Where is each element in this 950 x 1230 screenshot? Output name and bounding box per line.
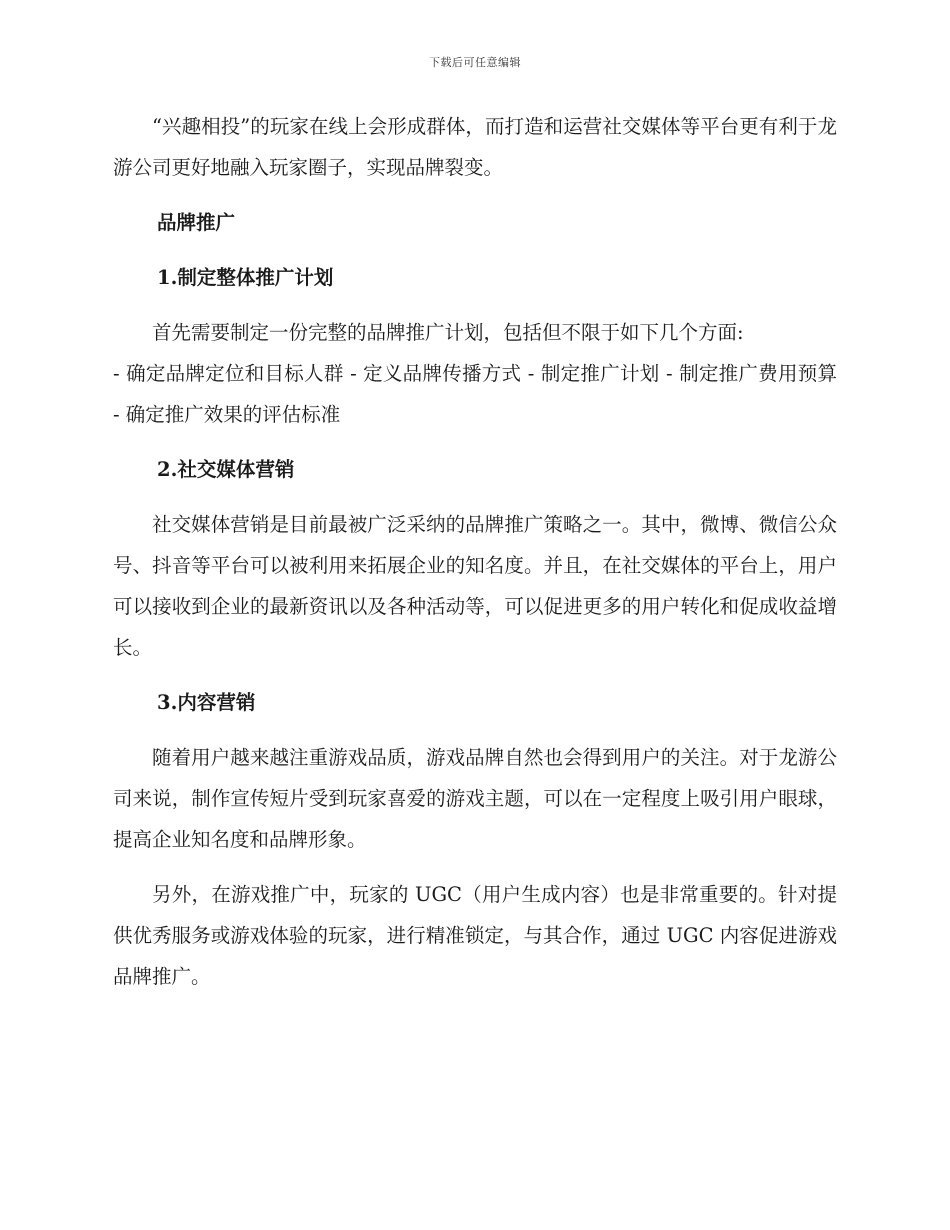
document-body: [113, 106, 837, 1011]
section-title: 品牌推广: [157, 211, 236, 234]
heading-social-media: 2.社交媒体营销: [157, 458, 295, 481]
content-marketing-paragraph: 随着用户越来越注重游戏品质，游戏品牌自然也会得到用户的关注。对于龙游公司来说，制作宣传短片受到玩家喜爱的游戏主题，可以在一定程度上吸引用户眼球，提高企业知名度和品牌形象。: [113, 746, 837, 851]
intro-paragraph: “兴趣相投”的玩家在线上会形成群体，而打造和运营社交媒体等平台更有利于龙游公司更好地融入玩家圈子，实现品牌裂变。: [113, 115, 837, 179]
heading-content-marketing: 3.内容营销: [157, 691, 256, 714]
ugc-paragraph: 另外，在游戏推广中，玩家的 UGC（用户生成内容）也是非常重要的。针对提供优秀服务或游戏体验的玩家，进行精准锁定，与其合作，通过 UGC 内容促进游戏品牌推广。: [113, 883, 837, 988]
page-header: 下载后可任意编辑: [429, 56, 521, 69]
heading-plan: 1.制定整体推广计划: [157, 266, 334, 289]
plan-list: - 确定品牌定位和目标人群 - 定义品牌传播方式 - 制定推广计划 - 制定推广费用预算 - 确定推广效果的评估标准: [113, 362, 837, 426]
social-media-paragraph: 社交媒体营销是目前最被广泛采纳的品牌推广策略之一。其中，微博、微信公众号、抖音等平台可以被利用来拓展企业的知名度。并且，在社交媒体的平台上，用户可以接收到企业的最新资讯以及各种活动等，可以促进更多的用户转化和促成收益增长。: [113, 513, 837, 659]
plan-paragraph: 首先需要制定一份完整的品牌推广计划，包括但不限于如下几个方面:: [152, 321, 744, 344]
